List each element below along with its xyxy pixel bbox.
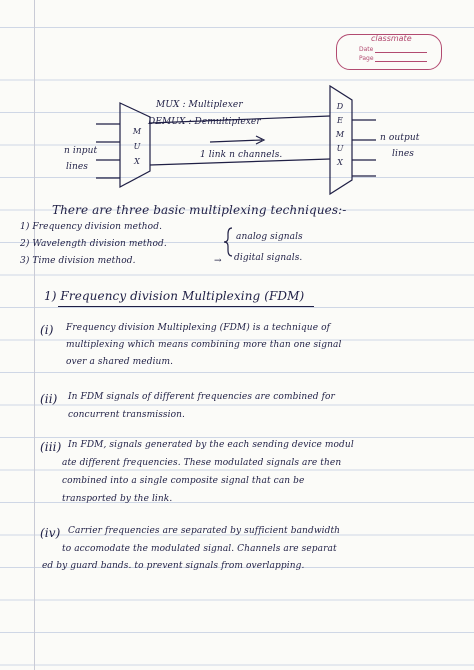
digital-note: digital signals.: [234, 253, 303, 263]
point-4-line-1: Carrier frequencies are separated by sufficient bandwidth: [68, 526, 341, 536]
input-label-1: n input: [64, 146, 98, 156]
section-title: 1) Frequency division Multiplexing (FDM): [44, 289, 305, 303]
output-label-1: n output: [380, 133, 420, 143]
mux-letters: MUX: [132, 127, 142, 166]
mux-label: MUX : Multiplexer: [156, 100, 243, 110]
point-1-line-1: Frequency division Multiplexing (FDM) is a technique of: [66, 323, 331, 333]
link-label: 1 link n channels.: [200, 150, 283, 160]
point-3-line-3: combined into a single composite signal that can be: [62, 476, 305, 486]
technique-1: 1) Frequency division method.: [20, 222, 163, 232]
demux-label: DEMUX : Demultiplexer: [148, 117, 261, 127]
stamp-brand: classmate: [371, 34, 412, 43]
point-4-line-3: ed by guard bands. to prevent signals from overlapping.: [42, 561, 305, 571]
point-3-line-1: In FDM, signals generated by the each sending device modul: [68, 440, 354, 450]
point-3-line-2: ate different frequencies. These modulated signals are then: [62, 458, 342, 468]
point-4-line-2: to accomodate the modulated signal. Channels are separat: [62, 544, 337, 554]
stamp-date-label: Date: [359, 46, 374, 53]
section-title-underline: [58, 306, 314, 307]
point-1-line-2: multiplexing which means combining more than one signal: [66, 340, 342, 350]
output-label-2: lines: [392, 149, 414, 159]
point-3-marker: (iii): [40, 440, 62, 454]
stamp-page-label: Page: [359, 55, 374, 62]
analog-note: analog signals: [236, 232, 303, 242]
point-2-line-2: concurrent transmission.: [68, 410, 186, 420]
intro-heading: There are three basic multiplexing techniques:-: [52, 203, 347, 217]
link-arrow-shaft: [210, 140, 262, 142]
point-4-marker: (iv): [40, 526, 61, 540]
point-2-line-1: In FDM signals of different frequencies are combined for: [68, 392, 335, 402]
arrow-glyph: →: [214, 256, 222, 266]
point-2-marker: (ii): [40, 392, 58, 406]
analog-brace: [224, 228, 232, 256]
point-1-line-3: over a shared medium.: [66, 357, 174, 367]
technique-3: 3) Time division method.: [20, 256, 136, 266]
technique-2: 2) Wavelength division method.: [20, 239, 167, 249]
input-label-2: lines: [66, 162, 88, 172]
demux-letters: DEMUX: [335, 102, 345, 167]
point-1-marker: (i): [40, 323, 54, 337]
point-3-line-4: transported by the link.: [62, 494, 173, 504]
